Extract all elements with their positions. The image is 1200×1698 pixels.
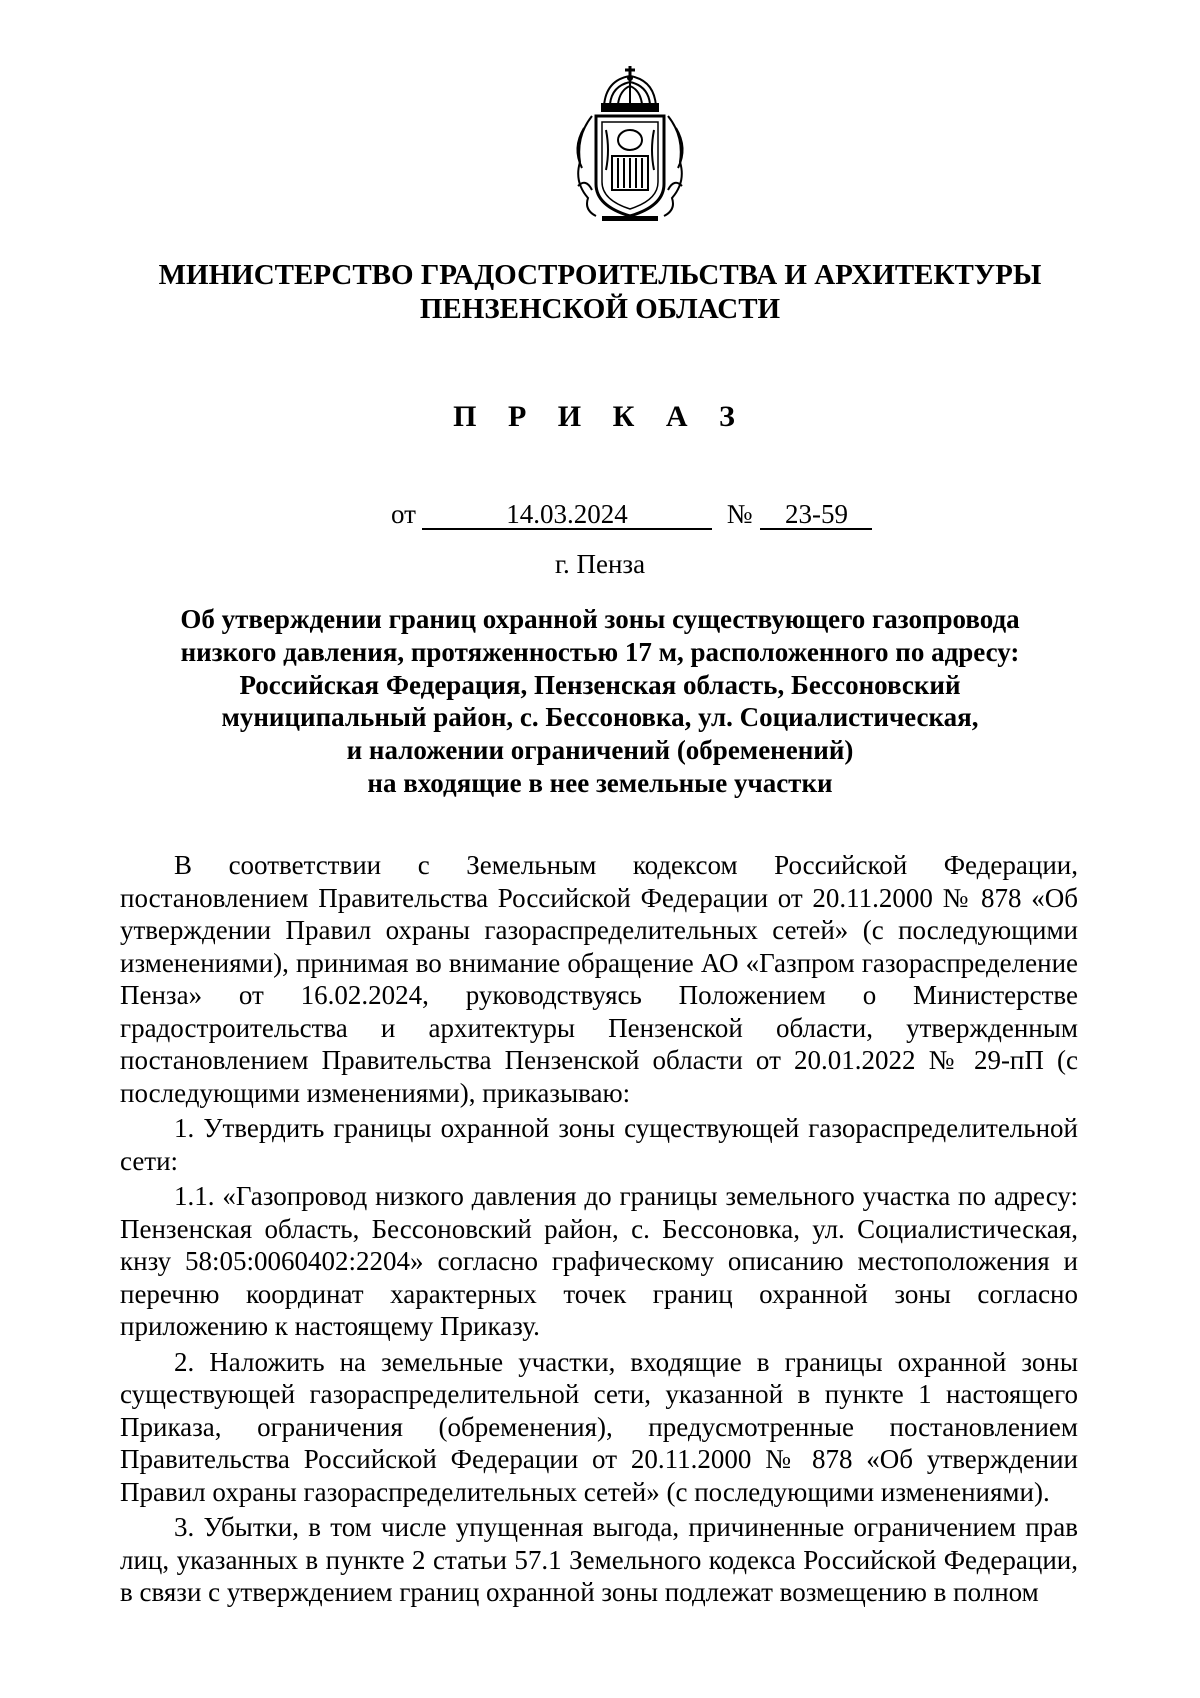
ministry-name-line2: ПЕНЗЕНСКОЙ ОБЛАСТИ [419,293,781,325]
coat-of-arms-emblem [566,66,694,222]
document-type-title: П Р И К А З [453,400,747,433]
subject-line: низкого давления, протяженностью 17 м, расположенного по адресу: [180,636,1020,667]
body-paragraph-preamble: В соответствии с Земельным кодексом Российской Федерации, постановлением Правительства Российской Федерации от 20.11.2000 № 878 «Об утверждении Правил охраны газораспределительных сетей» (с последующими изменениями), принимая во внимание обращение АО «Газпром газораспределение Пенза» от 16.02.2024, руководствуясь Положением о Министерстве градостроительства и архитектуры Пензенской области, утвержденным постановлением Правительства Пензенской области от 20.01.2022 № 29-пП (с последующими изменениями), приказываю: [120,850,1078,1108]
subject-line: на входящие в нее земельные участки [367,767,833,798]
subject-line: Российская Федерация, Пензенская область, Бессоновский [239,669,961,700]
ministry-name-line1: МИНИСТЕРСТВО ГРАДОСТРОИТЕЛЬСТВА И АРХИТЕКТУРЫ [158,259,1042,291]
body-paragraph-item-1: 1. Утвердить границы охранной зоны существующей газораспределительной сети: [120,1113,1078,1176]
number-label: № [726,499,753,529]
from-label: от [391,499,416,529]
subject-line: Об утверждении границ охранной зоны существующего газопровода [180,604,1020,634]
city-name: г. Пенза [554,549,646,579]
order-subject [150,603,1050,800]
ministry-name [0,258,1200,326]
date-number-line [391,498,872,530]
order-body [120,849,1078,1612]
body-paragraph-item-3: 3. Убытки, в том числе упущенная выгода, причиненные ограничением прав лиц, указанных в пункте 2 статьи 57.1 Земельного кодекса Российской Федерации, в связи с утверждением границ охранной зоны подлежат возмещению в полном [120,1512,1078,1607]
subject-line: и наложении ограничений (обременений) [346,735,854,766]
body-paragraph-item-2: 2. Наложить на земельные участки, входящие в границы охранной зоны существующей газораспределительной сети, указанной в пункте 1 настоящего Приказа, ограничения (обременения), предусмотренные постановлением Правительства Российской Федерации от 20.11.2000 № 878 «Об утверждении Правил охраны газораспределительных сетей» (с последующими изменениями). [120,1346,1078,1507]
body-paragraph-item-1-1: 1.1. «Газопровод низкого давления до границы земельного участка по адресу: Пензенская область, Бессоновский район, с. Бессоновка, ул. Социалистическая, кнзу 58:05:0060402:2204» согласно графическому описанию местоположения и перечню координат характерных точек границ охранной зоны согласно приложению к настоящему Приказу. [120,1181,1078,1341]
order-number: 23-59 [760,500,872,530]
order-date: 14.03.2024 [422,500,712,530]
subject-line: муниципальный район, с. Бессоновка, ул. Социалистическая, [221,702,979,733]
